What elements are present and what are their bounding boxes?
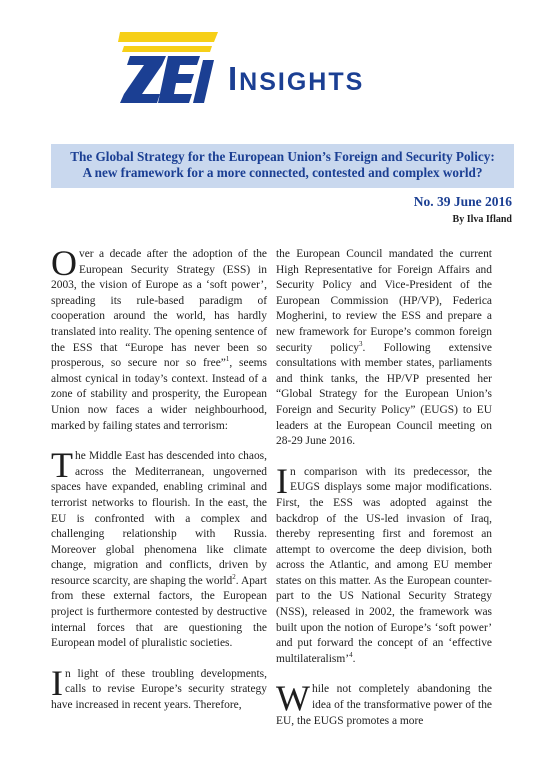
- issue-number: No. 39 June 2016: [413, 194, 512, 209]
- logo-letter-e: [158, 56, 200, 103]
- paragraph-gap: [276, 450, 492, 465]
- paragraph-gap: [51, 652, 267, 667]
- right-column: [276, 247, 492, 729]
- paragraph-text: hile not completely abandoning the idea of the transformative power of the EU, the EUGS promotes a more: [276, 683, 492, 727]
- paragraph-text: n comparison with its predecessor, the EUGS displays some major modifications. First, the ESS was adopted against the backdrop of the US-led invasion of Iraq, thereby representing first and foremost an attempt to overcome the deep division, both across the Atlantic, and among EU member states on this matter. As the European counter-part to the US National Security Strategy (NSS), released in 2002, the framework was built upon the notion of Europe’s ‘soft power’ and put forward the concept of an ‘effective multilateralism’: [276, 465, 492, 665]
- title-line-1: The Global Strategy for the European Union’s Foreign and Security Policy:: [70, 149, 495, 164]
- logo-yellow-bar-bottom: [122, 46, 212, 52]
- document-title: [51, 149, 514, 181]
- paragraph-text: . Apart from these external factors, the European project is furthermore contested by destructive internal forces that are questioning the European model of pluralistic societies.: [51, 574, 267, 650]
- zei-logo-mark: [118, 30, 223, 110]
- paragraph-text: . Following extensive consultations with member states, parliaments and think tanks, the HP/VP presented her “Global Strategy for the European Union’s Foreign and Security Policy” (EUGS) to EU leaders at the European Council meeting on 28-29 June 2016.: [276, 341, 492, 448]
- paragraph: [276, 678, 492, 729]
- paragraph: [51, 662, 267, 714]
- logo-word-initial: I: [228, 60, 240, 97]
- paragraph: [51, 445, 267, 652]
- logo-letter-i: [193, 60, 214, 103]
- paragraph-text: .: [352, 652, 356, 665]
- logo-letter-z: [120, 56, 166, 103]
- footnote-ref[interactable]: 4: [349, 651, 353, 660]
- logo-yellow-bar-top: [118, 32, 218, 42]
- paragraph: [276, 247, 492, 450]
- drop-cap: I: [51, 662, 63, 703]
- paragraph-text: ver a decade after the adoption of the European Security Strategy (ESS) in 2003, the vision of Europe as a ‘soft power’, spreading its rule-based paradigm of cooperation around the world, has hardly translated into reality. The opening sentence of the ESS that “Europe has never been so prosperous, so secure nor so free”: [51, 248, 267, 370]
- footnote-ref[interactable]: 1: [225, 355, 230, 364]
- footnote-ref[interactable]: 2: [232, 573, 236, 582]
- paragraph-text: n light of these troubling developments, calls to revise Europe’s security strategy have increased in recent years. Therefore,: [51, 667, 267, 712]
- drop-cap: I: [276, 460, 288, 501]
- title-line-2: A new framework for a more connected, contested and complex world?: [82, 165, 483, 180]
- paragraph-gap: [51, 434, 267, 449]
- drop-cap: O: [51, 243, 77, 283]
- paragraph: [276, 460, 492, 668]
- logo-wordmark: [228, 59, 364, 102]
- left-column: [51, 243, 268, 714]
- logo-word-rest: NSIGHTS: [239, 68, 365, 96]
- author-byline: By Ilva Ifland: [452, 214, 512, 225]
- paragraph-text: he Middle East has descended into chaos, across the Mediterranean, ungoverned spaces have expanded, enabling criminal and terrorist networks to flourish. In the east, the EU is confronted with a complex and challenging relationship with Russia. Moreover global phenomena like climate change, migration and conflicts, driven by resource scarcity, are shaping the world: [51, 450, 267, 587]
- drop-cap: T: [51, 445, 73, 486]
- paragraph: [51, 243, 268, 434]
- paragraph-text: , seems almost cynical in today’s context. Instead of a zone of stability and prosperity, the European Union now faces a wider neighbourhood, marked by failing states and terrorism:: [51, 357, 268, 432]
- drop-cap: W: [276, 678, 310, 719]
- zei-insights-logo: [118, 28, 438, 108]
- footnote-ref[interactable]: 3: [359, 339, 363, 348]
- paragraph-text: the European Council mandated the current High Representative for Foreign Affairs and Security Policy and Vice-President of the European Commission (HP/VP), Federica Mogherini, to review the ESS and prepare a new framework for Europe’s common foreign security policy: [276, 248, 492, 354]
- title-banner: [51, 144, 514, 188]
